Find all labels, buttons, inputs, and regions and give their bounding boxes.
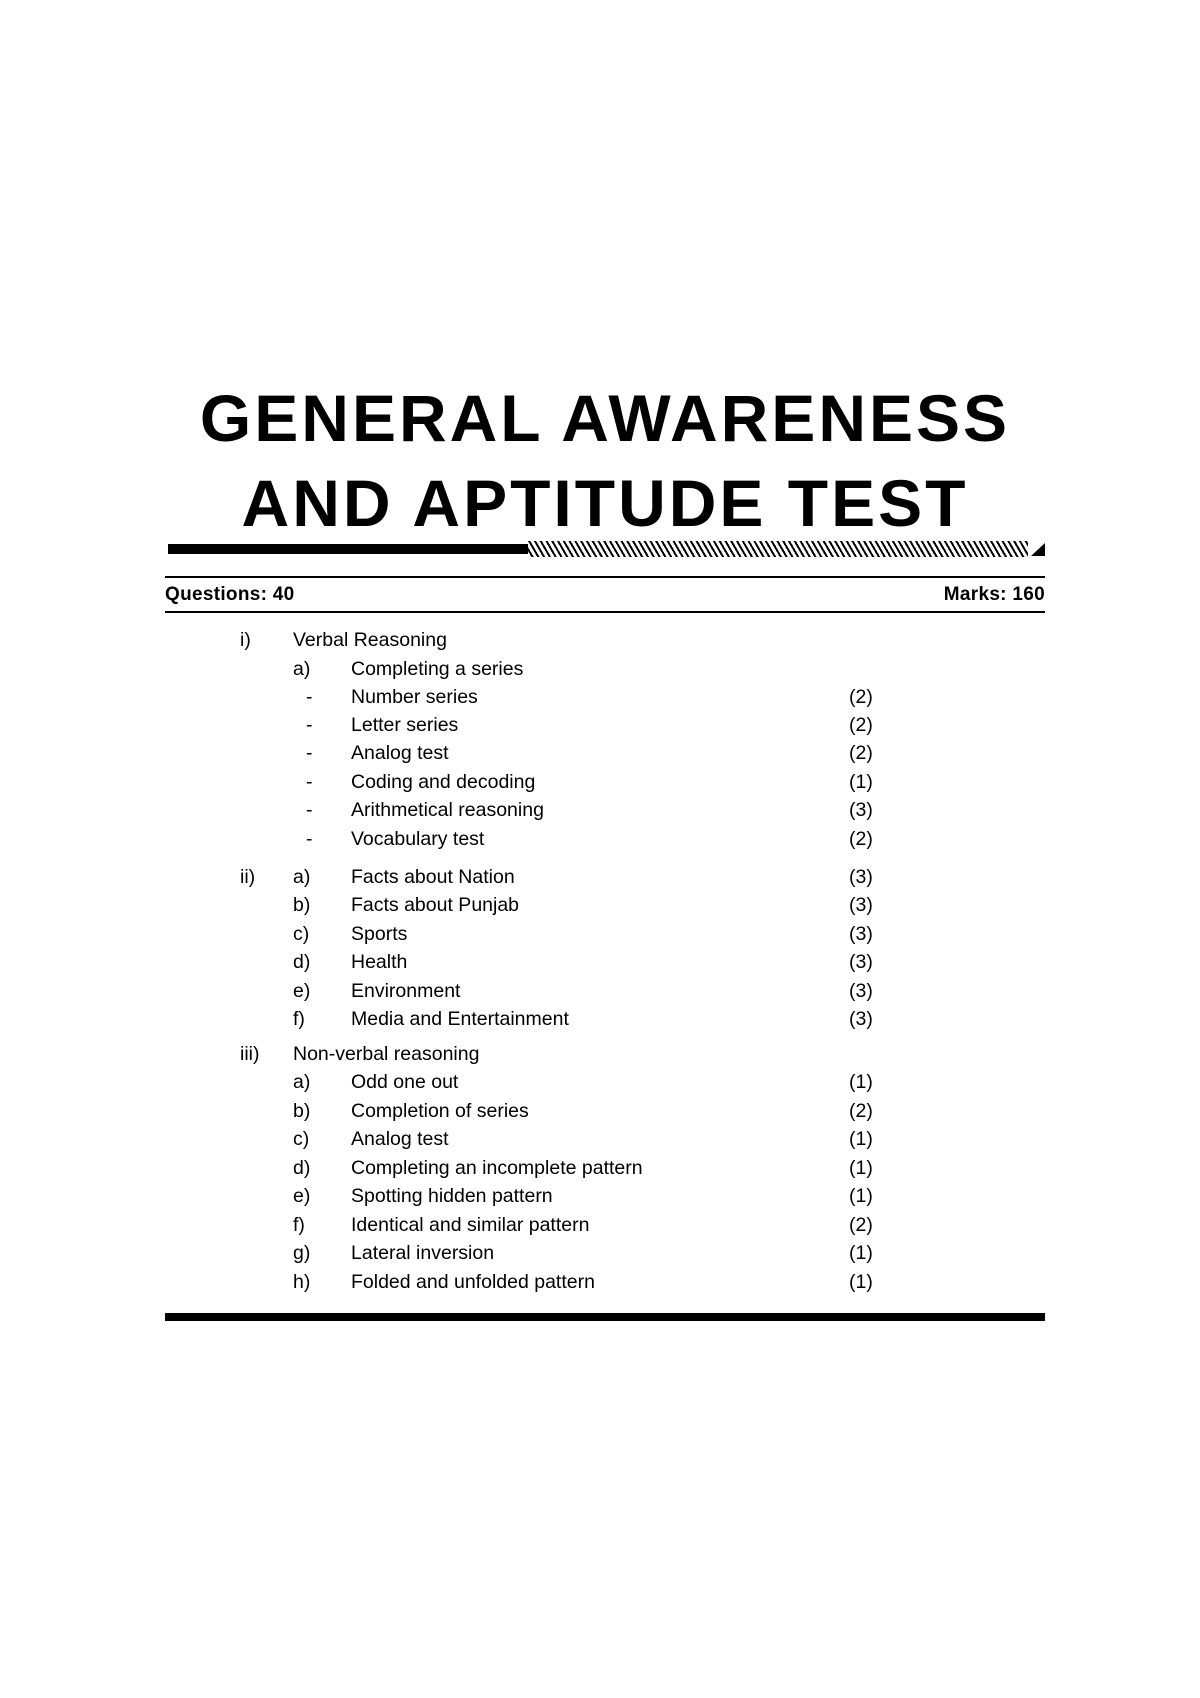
item-marks: (1)	[849, 771, 873, 793]
decorative-bar-solid	[168, 544, 528, 554]
item-marks: (3)	[849, 799, 873, 821]
item-text: Sports	[351, 923, 408, 945]
item-marks: (1)	[849, 1071, 873, 1093]
decorative-bar-hatch	[528, 541, 1028, 557]
item-text: Folded and unfolded pattern	[351, 1271, 595, 1293]
page-title-line-2: AND APTITUDE TEST	[241, 466, 969, 540]
item-marks: (2)	[849, 1100, 873, 1122]
section-heading: Verbal Reasoning	[293, 629, 447, 651]
list-item	[0, 1068, 1200, 1096]
list-item	[0, 948, 1200, 976]
decorative-bar-triangle-icon	[1031, 543, 1045, 556]
bullet-dash: -	[306, 799, 313, 821]
list-item	[0, 739, 1200, 767]
item-letter: b)	[293, 1100, 311, 1122]
section-number: iii)	[240, 1043, 260, 1065]
section-heading-row	[0, 626, 1200, 654]
item-text: Analog test	[351, 1128, 449, 1150]
subheading-text: Completing a series	[351, 658, 524, 680]
section-heading-row	[0, 1040, 1200, 1068]
list-item	[0, 1182, 1200, 1210]
list-item	[0, 891, 1200, 919]
bullet-dash: -	[306, 686, 313, 708]
item-letter: c)	[293, 923, 310, 945]
item-text: Facts about Punjab	[351, 894, 520, 916]
item-letter: a)	[293, 1071, 311, 1093]
item-text: Vocabulary test	[351, 828, 485, 850]
item-text: Spotting hidden pattern	[351, 1185, 553, 1207]
list-item	[0, 977, 1200, 1005]
item-text: Facts about Nation	[351, 866, 515, 888]
item-text: Health	[351, 951, 408, 973]
list-item	[0, 1154, 1200, 1182]
item-letter: f)	[293, 1008, 305, 1030]
item-letter: d)	[293, 951, 311, 973]
item-letter: c)	[293, 1128, 310, 1150]
item-marks: (2)	[849, 1214, 873, 1236]
item-marks: (1)	[849, 1128, 873, 1150]
list-item	[0, 768, 1200, 796]
item-letter: e)	[293, 1185, 311, 1207]
list-item	[0, 825, 1200, 853]
subheading-row	[0, 655, 1200, 683]
item-marks: (2)	[849, 828, 873, 850]
section-number: i)	[240, 629, 251, 651]
item-marks: (1)	[849, 1185, 873, 1207]
bullet-dash: -	[306, 771, 313, 793]
item-letter: g)	[293, 1242, 311, 1264]
item-marks: (3)	[849, 1008, 873, 1030]
item-text: Analog test	[351, 742, 449, 764]
list-item	[0, 1125, 1200, 1153]
total-marks: Marks: 160	[943, 584, 1045, 605]
item-text: Number series	[351, 686, 478, 708]
item-letter: d)	[293, 1157, 311, 1179]
list-item	[0, 1005, 1200, 1033]
bullet-dash: -	[306, 828, 313, 850]
item-text: Identical and similar pattern	[351, 1214, 590, 1236]
item-marks: (1)	[849, 1242, 873, 1264]
section-heading: Non-verbal reasoning	[293, 1043, 480, 1065]
item-text: Environment	[351, 980, 461, 1002]
list-item	[0, 711, 1200, 739]
item-text: Letter series	[351, 714, 459, 736]
item-marks: (3)	[849, 866, 873, 888]
list-item	[0, 1211, 1200, 1239]
list-item	[0, 683, 1200, 711]
item-text: Coding and decoding	[351, 771, 536, 793]
item-text: Lateral inversion	[351, 1242, 495, 1264]
item-marks: (3)	[849, 980, 873, 1002]
questions-count: Questions: 40	[165, 584, 295, 605]
bullet-dash: -	[306, 714, 313, 736]
item-letter: h)	[293, 1271, 311, 1293]
item-letter: a)	[293, 866, 311, 888]
item-marks: (2)	[849, 714, 873, 736]
subheading-letter: a)	[293, 658, 311, 680]
header-bottom-rule	[165, 611, 1045, 613]
item-marks: (2)	[849, 742, 873, 764]
item-text: Odd one out	[351, 1071, 459, 1093]
item-marks: (3)	[849, 923, 873, 945]
section-number: ii)	[240, 866, 256, 888]
list-item	[0, 920, 1200, 948]
item-marks: (3)	[849, 951, 873, 973]
header-top-rule	[165, 576, 1045, 578]
decorative-title-bar	[168, 541, 1045, 557]
list-item	[0, 863, 1200, 891]
item-letter: f)	[293, 1214, 305, 1236]
item-marks: (3)	[849, 894, 873, 916]
list-item	[0, 1097, 1200, 1125]
item-marks: (1)	[849, 1271, 873, 1293]
list-item	[0, 1239, 1200, 1267]
page-title-line-1: GENERAL AWARENESS	[199, 381, 1011, 455]
item-marks: (1)	[849, 1157, 873, 1179]
list-item	[0, 796, 1200, 824]
item-text: Arithmetical reasoning	[351, 799, 544, 821]
item-letter: b)	[293, 894, 311, 916]
item-text: Media and Entertainment	[351, 1008, 569, 1030]
bullet-dash: -	[306, 742, 313, 764]
item-text: Completion of series	[351, 1100, 529, 1122]
list-item	[0, 1268, 1200, 1296]
item-marks: (2)	[849, 686, 873, 708]
item-text: Completing an incomplete pattern	[351, 1157, 643, 1179]
item-letter: e)	[293, 980, 311, 1002]
footer-rule	[165, 1313, 1045, 1321]
